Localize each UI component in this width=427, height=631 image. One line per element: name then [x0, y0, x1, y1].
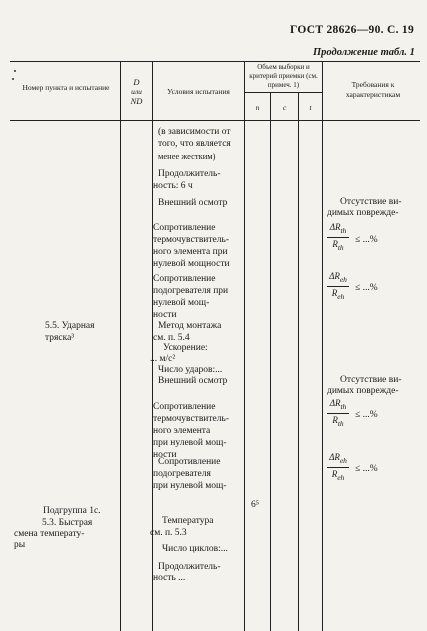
tolerance-label: ≤ ...%: [355, 235, 378, 245]
condition-line: Продолжитель-: [158, 169, 221, 179]
condition-line: Сопротивление: [153, 223, 216, 233]
page-header-gost: ГОСТ 28626—90. С. 19: [290, 24, 415, 36]
tolerance-label: ≤ ...%: [355, 283, 378, 293]
condition-line: подогревателя: [153, 469, 211, 479]
condition-line: ность ...: [153, 573, 186, 583]
header-sample-group: Объем выборки и критерий приемки (см. примеч. 1): [249, 63, 318, 89]
item-5-3-title: 5.3. Быстрая: [42, 518, 93, 528]
item-5-5-title: тряска³: [45, 333, 75, 343]
condition-line: Число циклов:...: [162, 544, 228, 554]
condition-line: Сопротивление: [158, 457, 221, 467]
condition-line: Продолжитель-: [158, 562, 221, 572]
requirement-line: Отсутствие ви-: [340, 375, 402, 385]
condition-line: ного элемента при: [153, 247, 228, 257]
condition-line: при нулевой мощ-: [153, 481, 227, 491]
condition-line: нулевой мощности: [153, 259, 230, 269]
table-continuation-label: Продолжение табл. 1: [313, 47, 415, 58]
condition-line: Число ударов:...: [158, 365, 223, 375]
requirement-line: Отсутствие ви-: [340, 197, 402, 207]
col-divider-1: [120, 61, 121, 631]
condition-line: Температура: [162, 516, 214, 526]
condition-line: ного элемента: [153, 426, 211, 436]
condition-line: Ускорение:: [163, 343, 208, 353]
condition-line: ... м/с²: [150, 354, 176, 364]
header-conditions-column: Условия испытания: [167, 87, 230, 96]
col-divider-6: [322, 61, 323, 631]
condition-line: ности: [153, 310, 177, 320]
scan-speck: [14, 70, 16, 72]
table-header-bottom-border: [10, 120, 420, 121]
header-d-line3: ND: [130, 96, 143, 106]
condition-line: Внешний осмотр: [158, 376, 228, 386]
table-top-border: [10, 61, 420, 62]
delta-r-th-fraction: $\Delta R_{th}$ $R_{th}$: [327, 398, 349, 429]
scan-speck: [12, 78, 14, 80]
header-n: n: [255, 103, 260, 112]
subgroup-title: Подгруппа 1с.: [43, 506, 101, 516]
requirement-line: димых поврежде-: [327, 386, 399, 396]
delta-r-th-fraction: $\Delta R_{th}$ $R_{th}$: [327, 222, 349, 253]
item-5-5-title: 5.5. Ударная: [45, 321, 95, 331]
header-d-line2: или: [131, 87, 142, 96]
condition-line: Метод монтажа: [158, 321, 222, 331]
condition-line: нулевой мощ-: [153, 298, 210, 308]
condition-line: см. п. 5.3: [150, 528, 187, 538]
condition-line: ность: 6 ч: [153, 181, 193, 191]
delta-r-eh-fraction: $\Delta R_{eh}$ $R_{eh}$: [327, 452, 349, 483]
col-divider-3: [244, 61, 245, 631]
sample-group-divider: [244, 92, 322, 93]
condition-line: Внешний осмотр: [158, 198, 228, 208]
condition-line: Сопротивление: [153, 402, 216, 412]
col-divider-4: [270, 92, 271, 631]
header-c: c: [282, 103, 287, 112]
condition-line: ности: [153, 450, 177, 460]
col-divider-5: [298, 92, 299, 631]
condition-line: Сопротивление: [153, 274, 216, 284]
item-5-3-title: ры: [14, 540, 26, 550]
condition-line: (в зависимости от: [158, 127, 231, 137]
sample-size-n: 6⁵: [251, 500, 260, 510]
header-d-line1: D: [133, 77, 140, 87]
tolerance-label: ≤ ...%: [355, 464, 378, 474]
col-divider-2: [152, 61, 153, 631]
condition-line: при нулевой мощ-: [153, 438, 227, 448]
condition-line: того, что является: [158, 139, 231, 149]
condition-line: менее жестким): [158, 151, 216, 161]
header-t: t: [309, 103, 312, 112]
delta-r-eh-fraction: $\Delta R_{eh}$ $R_{eh}$: [327, 271, 349, 302]
condition-line: термочувствитель-: [153, 414, 229, 424]
condition-line: см. п. 5.4: [153, 333, 190, 343]
header-requirements: Требования к характеристикам: [345, 80, 401, 99]
condition-line: термочувствитель-: [153, 235, 229, 245]
tolerance-label: ≤ ...%: [355, 410, 378, 420]
condition-line: подогревателя при: [153, 286, 229, 296]
header-item-column: Номер пункта и испытание: [22, 83, 110, 92]
requirement-line: димых поврежде-: [327, 208, 399, 218]
item-5-3-title: смена температу-: [14, 529, 85, 539]
